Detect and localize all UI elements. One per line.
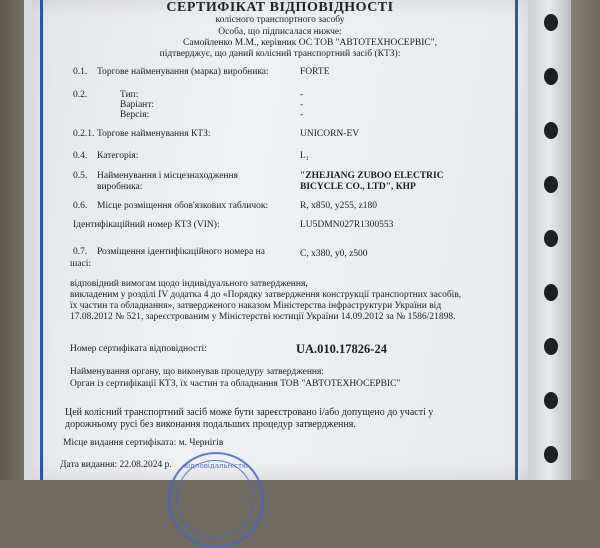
row-value: L₁	[300, 151, 310, 161]
binder-hole	[544, 392, 558, 409]
row-label: Тип:	[120, 90, 139, 100]
row-label: Варіант:	[120, 100, 155, 110]
row-number: 0.6.	[73, 201, 88, 211]
row-number: 0.4.	[73, 151, 88, 161]
binder-hole	[544, 68, 558, 85]
paper-border-right	[515, 0, 518, 480]
row-label: Розміщення ідентифікаційного номера на	[97, 247, 265, 257]
row-value: R, x850, y255, z180	[300, 201, 378, 211]
row-number: 0.2.	[73, 90, 88, 100]
binder-hole	[544, 284, 558, 301]
row-number: 0.5.	[73, 171, 88, 181]
row-number: 0.1.	[73, 67, 88, 77]
stamp-text: відповідальністю	[184, 462, 248, 470]
row-value: LU5DMN027R1300553	[300, 220, 394, 230]
body-line: відповідний вимогам щодо індивідуального затвердження,	[70, 279, 308, 289]
row-value: "ZHEJIANG ZUBOO ELECTRIC	[300, 171, 444, 181]
binder-hole	[544, 338, 558, 355]
binder-hole	[544, 446, 558, 463]
row-value: UNICORN-EV	[300, 129, 360, 139]
binder-hole	[544, 230, 558, 247]
intro-line: Самойленко М.М., керівник ОС ТОВ "АВТОТЕХНОСЕРВІС",	[183, 38, 437, 48]
issue-place: Місце видання сертифіката: м. Чернігів	[63, 438, 224, 448]
row-value: BICYCLE CO., LTD", КНР	[300, 182, 416, 192]
paper-border-left	[40, 0, 43, 480]
row-label: Категорія:	[97, 151, 139, 161]
body-line: дорожньому русі без виконання подальших процедур затвердження.	[65, 419, 356, 430]
row-value: -	[300, 90, 304, 100]
row-label: Найменування і місцезнаходження	[97, 171, 238, 181]
row-value: -	[300, 100, 304, 110]
body-line: викладеним у розділі IV додатка 4 до «Порядку затвердження конструкції транспортних засобів,	[70, 290, 462, 300]
row-label: Торгове найменування КТЗ:	[97, 129, 211, 139]
intro-line: Особа, що підписалася нижче:	[218, 27, 342, 37]
row-label: виробника:	[97, 182, 143, 192]
document-title: СЕРТИФІКАТ ВІДПОВІДНОСТІ	[166, 0, 394, 15]
cert-number-label: Номер сертифіката відповідності:	[70, 344, 207, 354]
body-line: Орган із сертифікації КТЗ, їх частин та обладнання ТОВ "АВТОТЕХНОСЕРВІС"	[70, 379, 401, 389]
row-label: шасі:	[70, 259, 92, 269]
row-number: 0.7.	[73, 247, 88, 257]
row-label: Ідентифікаційний номер КТЗ (VIN):	[73, 220, 220, 230]
body-line: Цей колісний транспортний засіб може бути зареєстровано і/або допущено до участі у	[65, 407, 434, 418]
row-label: Торгове найменування (марка) виробника:	[97, 67, 269, 77]
row-label: Версія:	[120, 110, 150, 120]
binder-hole	[544, 122, 558, 139]
official-stamp	[168, 452, 264, 548]
row-value: C, x380, y0, z500	[300, 249, 368, 259]
body-line: Найменування органу, що виконував процедуру затвердження:	[70, 367, 325, 377]
row-value: -	[300, 110, 304, 120]
row-value: FORTE	[300, 67, 330, 77]
stamp-inner-ring	[176, 460, 254, 538]
cert-number: UA.010.17826-24	[296, 342, 387, 356]
issue-date: Дата видання: 22.08.2024 р.	[60, 460, 172, 470]
document-subtitle: колісного транспортного засобу	[215, 15, 345, 25]
row-label: Місце розміщення обов'язкових табличок:	[97, 201, 269, 211]
binder-hole	[544, 176, 558, 193]
row-number: 0.2.1.	[73, 129, 95, 139]
body-line: 17.08.2012 № 521, зареєстрованим у Міністерстві юстиції України 14.09.2012 за № 1586/21898.	[70, 312, 456, 322]
body-line: їх частин та обладнання», затвердженого наказом Міністерства інфраструктури України від	[70, 301, 442, 311]
intro-line: підтверджує, що даний колісний транспортний засіб (КТЗ):	[159, 49, 401, 59]
